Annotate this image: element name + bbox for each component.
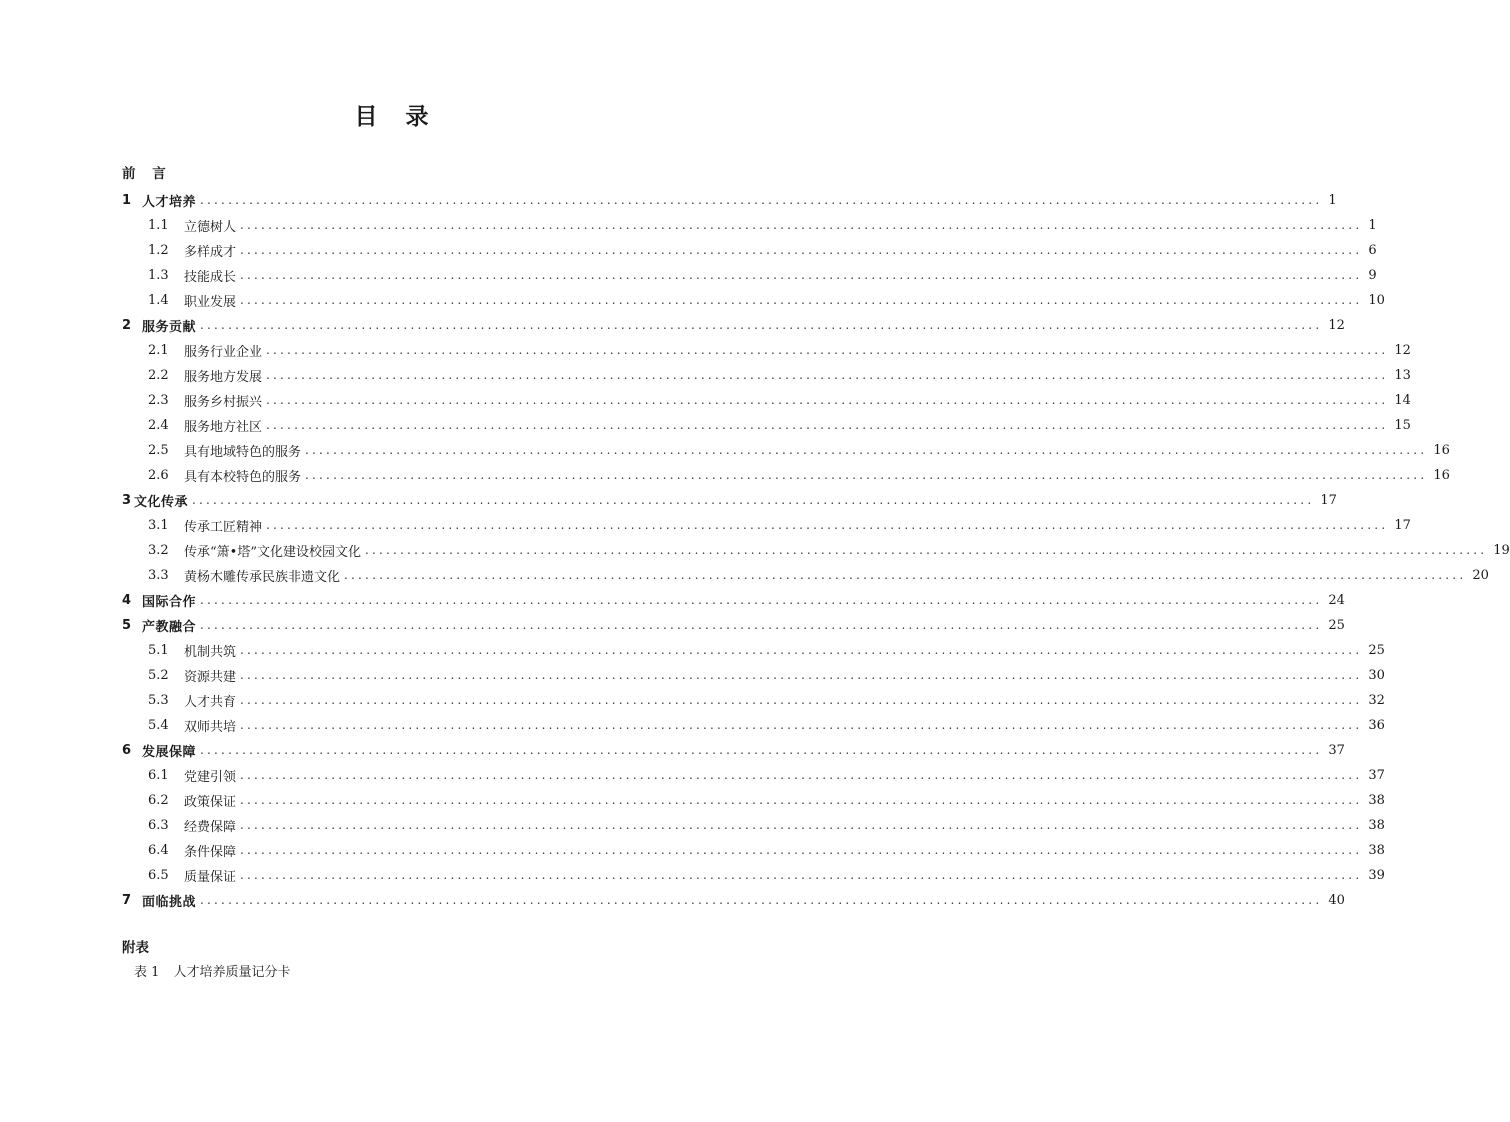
toc-dot-leader: ................................................................................................................................................................ bbox=[200, 193, 1323, 207]
toc-section[interactable] bbox=[122, 238, 1377, 263]
toc-chapter[interactable] bbox=[122, 488, 1337, 513]
toc-dot-leader: ................................................................................................................................................................ bbox=[240, 868, 1363, 882]
appendix-item-label: 表 1 bbox=[134, 965, 160, 980]
toc-page-number: 9 bbox=[1368, 268, 1377, 283]
toc-dot-leader: ................................................................................................................................................................ bbox=[240, 293, 1363, 307]
toc-section[interactable] bbox=[122, 363, 1411, 388]
toc-page-number: 37 bbox=[1328, 743, 1345, 758]
toc-entry-title: 双师共培 bbox=[184, 720, 237, 735]
toc-section[interactable] bbox=[122, 838, 1385, 863]
toc-entry-title: 服务地方发展 bbox=[184, 370, 263, 385]
toc-entry-title: 文化传承 bbox=[134, 495, 189, 510]
toc-page-number: 39 bbox=[1368, 868, 1385, 883]
toc-entry-title: 人才培养 bbox=[142, 195, 197, 210]
toc-entry-number: 2.6 bbox=[148, 468, 169, 483]
toc-dot-leader: ................................................................................................................................................................ bbox=[200, 593, 1323, 607]
toc-entry-number: 5.4 bbox=[148, 718, 169, 733]
toc-preface[interactable]: 前 言 bbox=[122, 166, 172, 182]
toc-entry-number: 2.4 bbox=[148, 418, 169, 433]
toc-entry-title: 经费保障 bbox=[184, 820, 237, 835]
toc-entry-title: 服务地方社区 bbox=[184, 420, 263, 435]
toc-section[interactable] bbox=[122, 813, 1385, 838]
toc-entry-title: 服务行业企业 bbox=[184, 345, 263, 360]
appendix-item-text: 人才培养质量记分卡 bbox=[173, 965, 291, 980]
toc-page-number: 25 bbox=[1368, 643, 1385, 658]
toc-entry-title: 职业发展 bbox=[184, 295, 237, 310]
toc-dot-leader: ................................................................................................................................................................ bbox=[240, 268, 1363, 282]
toc-dot-leader: ................................................................................................................................................................ bbox=[266, 368, 1389, 382]
toc-entry-number: 5 bbox=[122, 618, 132, 633]
toc-entry-number: 1.3 bbox=[148, 268, 169, 283]
toc-entry-title: 服务贡献 bbox=[142, 320, 197, 335]
toc-dot-leader: ................................................................................................................................................................ bbox=[240, 843, 1363, 857]
appendix-item[interactable] bbox=[134, 963, 291, 983]
toc-entry-number: 2 bbox=[122, 318, 132, 333]
toc-page-number: 37 bbox=[1368, 768, 1385, 783]
toc-dot-leader: ................................................................................................................................................................ bbox=[240, 243, 1363, 257]
toc-page-number: 17 bbox=[1394, 518, 1411, 533]
toc-dot-leader: ................................................................................................................................................................ bbox=[200, 318, 1323, 332]
toc-dot-leader: ................................................................................................................................................................ bbox=[266, 343, 1389, 357]
toc-page-number: 20 bbox=[1472, 568, 1489, 583]
toc-dot-leader: ................................................................................................................................................................ bbox=[305, 468, 1428, 482]
toc-dot-leader: ................................................................................................................................................................ bbox=[200, 893, 1323, 907]
toc-chapter[interactable] bbox=[122, 613, 1345, 638]
toc-dot-leader: ................................................................................................................................................................ bbox=[240, 793, 1363, 807]
toc-section[interactable] bbox=[122, 713, 1385, 738]
toc-section[interactable] bbox=[122, 463, 1450, 488]
toc-page-number: 24 bbox=[1328, 593, 1345, 608]
toc-entry-title: 传承工匠精神 bbox=[184, 520, 263, 535]
toc-entry-title: 机制共筑 bbox=[184, 645, 237, 660]
toc-entry-number: 2.2 bbox=[148, 368, 169, 383]
toc-entry-number: 1.1 bbox=[148, 218, 169, 233]
toc-dot-leader: ................................................................................................................................................................ bbox=[240, 218, 1363, 232]
toc-entry-number: 6.4 bbox=[148, 843, 169, 858]
toc-page-number: 38 bbox=[1368, 793, 1385, 808]
toc-page-number: 25 bbox=[1328, 618, 1345, 633]
toc-entry-number: 6.2 bbox=[148, 793, 169, 808]
toc-page-number: 32 bbox=[1368, 693, 1385, 708]
toc-entry-number: 7 bbox=[122, 893, 132, 908]
toc-entry-number: 2.3 bbox=[148, 393, 169, 408]
toc-entry-title: 技能成长 bbox=[184, 270, 237, 285]
toc-page-number: 40 bbox=[1328, 893, 1345, 908]
toc-page-number: 30 bbox=[1368, 668, 1385, 683]
toc-section[interactable] bbox=[122, 638, 1385, 663]
toc-dot-leader: ................................................................................................................................................................ bbox=[305, 443, 1428, 457]
toc-chapter[interactable] bbox=[122, 313, 1345, 338]
toc-entry-number: 3.2 bbox=[148, 543, 169, 558]
toc-entry-title: 具有地域特色的服务 bbox=[184, 445, 302, 460]
toc-page-number: 10 bbox=[1368, 293, 1385, 308]
toc-section[interactable] bbox=[122, 213, 1377, 238]
toc-entry-title: 条件保障 bbox=[184, 845, 237, 860]
toc-page-number: 36 bbox=[1368, 718, 1385, 733]
toc-section[interactable] bbox=[122, 513, 1411, 538]
toc-section[interactable] bbox=[122, 688, 1385, 713]
toc-entry-title: 发展保障 bbox=[142, 745, 197, 760]
toc-entry-number: 3 bbox=[122, 493, 132, 508]
toc-dot-leader: ................................................................................................................................................................ bbox=[240, 693, 1363, 707]
toc-dot-leader: ................................................................................................................................................................ bbox=[240, 718, 1363, 732]
toc-page-number: 6 bbox=[1368, 243, 1377, 258]
toc-page-number: 19 bbox=[1493, 543, 1510, 558]
toc-section[interactable] bbox=[122, 413, 1411, 438]
toc-page-number: 1 bbox=[1368, 218, 1377, 233]
toc-section[interactable] bbox=[122, 563, 1489, 588]
toc-entry-title: 党建引领 bbox=[184, 770, 237, 785]
toc-entry-title: 传承“箫•塔”文化建设校园文化 bbox=[184, 545, 361, 560]
toc-dot-leader: ................................................................................................................................................................ bbox=[240, 668, 1363, 682]
toc-entry-title: 黄杨木雕传承民族非遗文化 bbox=[184, 570, 341, 585]
toc-entry-title: 资源共建 bbox=[184, 670, 237, 685]
toc-page-number: 15 bbox=[1394, 418, 1411, 433]
toc-page-number: 12 bbox=[1328, 318, 1345, 333]
toc-dot-leader: ................................................................................................................................................................ bbox=[240, 818, 1363, 832]
toc-entry-number: 6.3 bbox=[148, 818, 169, 833]
toc-entry-number: 5.1 bbox=[148, 643, 169, 658]
toc-section[interactable] bbox=[122, 288, 1385, 313]
toc-dot-leader: ................................................................................................................................................................ bbox=[240, 768, 1363, 782]
toc-entry-number: 4 bbox=[122, 593, 132, 608]
toc-section[interactable] bbox=[122, 438, 1450, 463]
toc-entry-number: 6 bbox=[122, 743, 132, 758]
toc-section[interactable] bbox=[122, 663, 1385, 688]
toc-entry-number: 2.5 bbox=[148, 443, 169, 458]
toc-entry-title: 服务乡村振兴 bbox=[184, 395, 263, 410]
toc-entry-number: 6.1 bbox=[148, 768, 169, 783]
toc-chapter[interactable] bbox=[122, 738, 1345, 763]
toc-entry-number: 2.1 bbox=[148, 343, 169, 358]
toc-page-number: 14 bbox=[1394, 393, 1411, 408]
toc-dot-leader: ................................................................................................................................................................ bbox=[344, 568, 1467, 582]
toc-entry-title: 具有本校特色的服务 bbox=[184, 470, 302, 485]
toc-entry-title: 多样成才 bbox=[184, 245, 237, 260]
toc-entry-title: 人才共育 bbox=[184, 695, 237, 710]
toc-section[interactable] bbox=[122, 338, 1411, 363]
toc-section[interactable] bbox=[122, 763, 1385, 788]
toc-page-number: 13 bbox=[1394, 368, 1411, 383]
toc-page-number: 16 bbox=[1433, 468, 1450, 483]
toc-entry-title: 质量保证 bbox=[184, 870, 237, 885]
toc-entry-title: 政策保证 bbox=[184, 795, 237, 810]
toc-page-number: 1 bbox=[1328, 193, 1337, 208]
toc-entry-number: 1.2 bbox=[148, 243, 169, 258]
toc-entry-number: 5.2 bbox=[148, 668, 169, 683]
toc-entry-number: 6.5 bbox=[148, 868, 169, 883]
toc-section[interactable] bbox=[122, 538, 1510, 563]
toc-dot-leader: ................................................................................................................................................................ bbox=[266, 518, 1389, 532]
toc-entry-title: 产教融合 bbox=[142, 620, 197, 635]
toc-page-number: 12 bbox=[1394, 343, 1411, 358]
toc-section[interactable] bbox=[122, 788, 1385, 813]
toc-dot-leader: ................................................................................................................................................................ bbox=[240, 643, 1363, 657]
toc-entry-number: 5.3 bbox=[148, 693, 169, 708]
toc-entry-number: 3.1 bbox=[148, 518, 169, 533]
toc-chapter[interactable] bbox=[122, 888, 1345, 913]
toc-dot-leader: ................................................................................................................................................................ bbox=[200, 743, 1323, 757]
page-title: 目 录 bbox=[354, 104, 439, 130]
appendix-heading: 附表 bbox=[122, 940, 149, 956]
table-of-contents bbox=[122, 188, 1510, 913]
toc-entry-title: 立德树人 bbox=[184, 220, 237, 235]
toc-section[interactable] bbox=[122, 388, 1411, 413]
toc-page-number: 16 bbox=[1433, 443, 1450, 458]
toc-dot-leader: ................................................................................................................................................................ bbox=[200, 618, 1323, 632]
toc-section[interactable] bbox=[122, 863, 1385, 888]
toc-page-number: 17 bbox=[1320, 493, 1337, 508]
toc-page-number: 38 bbox=[1368, 843, 1385, 858]
toc-dot-leader: ................................................................................................................................................................ bbox=[192, 493, 1315, 507]
toc-chapter[interactable] bbox=[122, 588, 1345, 613]
toc-entry-title: 国际合作 bbox=[142, 595, 197, 610]
toc-dot-leader: ................................................................................................................................................................ bbox=[266, 393, 1389, 407]
toc-entry-title: 面临挑战 bbox=[142, 895, 197, 910]
toc-section[interactable] bbox=[122, 263, 1377, 288]
toc-entry-number: 1 bbox=[122, 193, 132, 208]
toc-entry-number: 3.3 bbox=[148, 568, 169, 583]
toc-entry-number: 1.4 bbox=[148, 293, 169, 308]
toc-page-number: 38 bbox=[1368, 818, 1385, 833]
toc-dot-leader: ................................................................................................................................................................ bbox=[266, 418, 1389, 432]
toc-chapter[interactable] bbox=[122, 188, 1337, 213]
toc-dot-leader: ................................................................................................................................................................ bbox=[364, 543, 1488, 557]
